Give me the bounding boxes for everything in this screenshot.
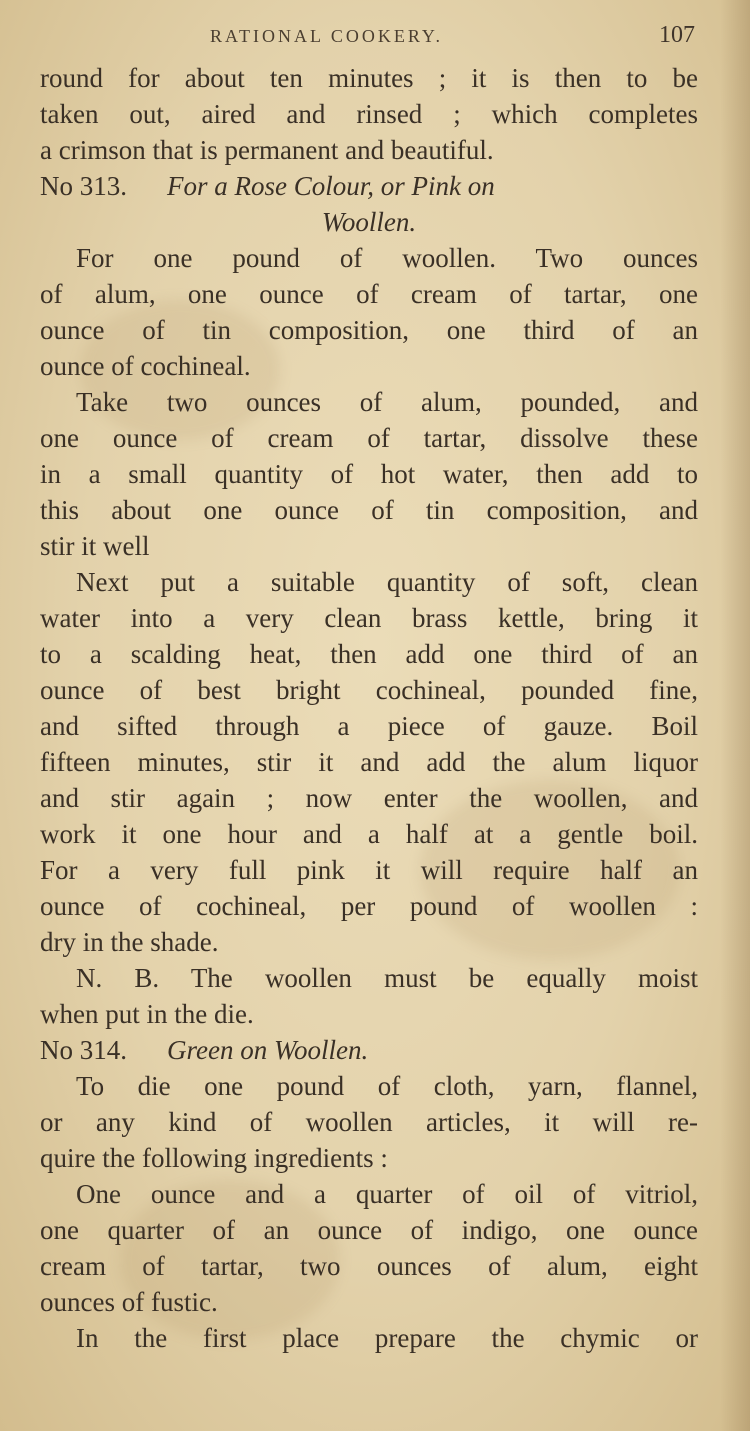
recipe-number: No 313.	[40, 171, 127, 201]
text-line	[40, 204, 698, 240]
recipe-title-continued: Woollen.	[321, 207, 417, 237]
text-line: fifteen minutes, stir it and add the alum liquor	[40, 747, 698, 777]
text-line: Take two ounces of alum, pounded, and	[76, 387, 698, 417]
running-head: RATIONAL COOKERY.	[210, 26, 444, 46]
text-line: ounces of fustic.	[40, 1287, 218, 1317]
text-line: stir it well	[40, 531, 150, 561]
text-line: to a scalding heat, then add one third of an	[40, 639, 698, 669]
recipe-heading	[40, 1032, 698, 1068]
text-line: round for about ten minutes ; it is then to be	[40, 63, 698, 93]
text-line: One ounce and a quarter of oil of vitriol,	[76, 1179, 698, 1209]
text-line: quire the following ingredients :	[40, 1143, 388, 1173]
recipe-number: No 314.	[40, 1035, 127, 1065]
text-line: work it one hour and a half at a gentle boil.	[40, 819, 698, 849]
text-line: in a small quantity of hot water, then add to	[40, 459, 698, 489]
text-line: Next put a suitable quantity of soft, clean	[76, 567, 698, 597]
text-line: ounce of cochineal, per pound of woollen :	[40, 891, 698, 921]
text-line: of alum, one ounce of cream of tartar, one	[40, 279, 698, 309]
text-line: For one pound of woollen. Two ounces	[76, 243, 698, 273]
text-line: when put in the die.	[40, 999, 254, 1029]
text-line: For a very full pink it will require half an	[40, 855, 698, 885]
text-line: one quarter of an ounce of indigo, one ounce	[40, 1215, 698, 1245]
recipe-title: For a Rose Colour, or Pink on	[167, 171, 495, 201]
text-line: dry in the shade.	[40, 927, 219, 957]
text-line: cream of tartar, two ounces of alum, eight	[40, 1251, 698, 1281]
recipe-heading	[40, 168, 698, 204]
text-line: and stir again ; now enter the woollen, and	[40, 783, 698, 813]
text-line: ounce of cochineal.	[40, 351, 251, 381]
page-text	[40, 60, 698, 1356]
text-line: In the first place prepare the chymic or	[76, 1323, 698, 1353]
page-edge-shadow	[720, 0, 750, 1431]
text-line: To die one pound of cloth, yarn, flannel,	[76, 1071, 698, 1101]
text-line: this about one ounce of tin composition, and	[40, 495, 698, 525]
text-line: and sifted through a piece of gauze. Boil	[40, 711, 698, 741]
text-line: one ounce of cream of tartar, dissolve these	[40, 423, 698, 453]
text-line: water into a very clean brass kettle, bring it	[40, 603, 698, 633]
page-number: 107	[659, 22, 695, 48]
text-line: ounce of best bright cochineal, pounded fine,	[40, 675, 698, 705]
text-line: taken out, aired and rinsed ; which completes	[40, 99, 698, 129]
text-line: a crimson that is permanent and beautiful.	[40, 135, 494, 165]
page-header	[40, 22, 695, 52]
text-line: N. B. The woollen must be equally moist	[76, 963, 698, 993]
recipe-title: Green on Woollen.	[167, 1035, 369, 1065]
text-line: ounce of tin composition, one third of an	[40, 315, 698, 345]
text-line: or any kind of woollen articles, it will re-	[40, 1107, 698, 1137]
